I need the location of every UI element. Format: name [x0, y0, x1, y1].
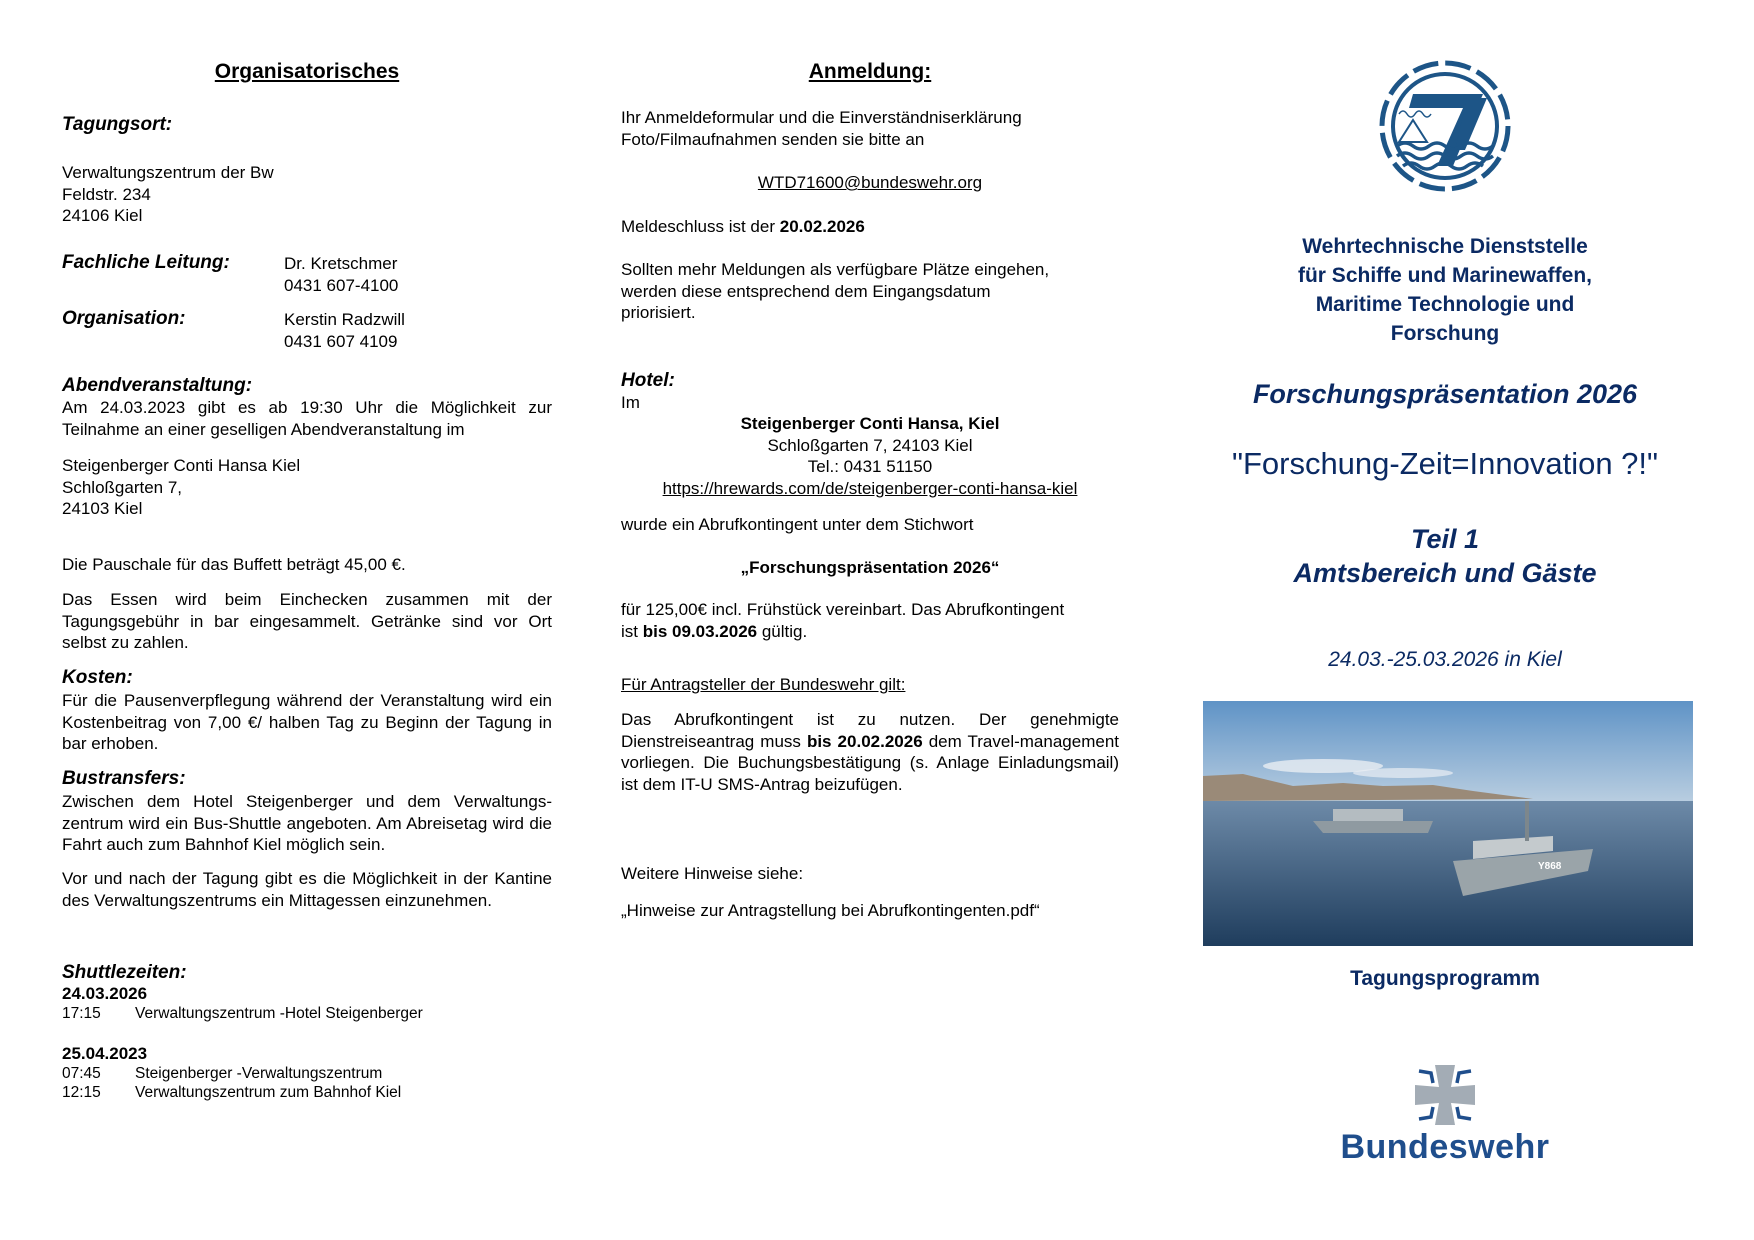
- event-title: Forschungspräsentation 2026: [1252, 379, 1638, 409]
- priority-line: priorisiert.: [621, 303, 696, 322]
- org-line: Wehrtechnische Dienststelle: [1302, 235, 1588, 258]
- program-label: Tagungsprogramm: [1350, 967, 1540, 990]
- shuttle-ride: [62, 1004, 542, 1023]
- contact-name: Kerstin Radzwill: [284, 310, 405, 329]
- kosten-text: Für die Pausenverpflegung während der Veranstaltung wird ein Kostenbeitrag von 7,00 €/ halben Tag zu Beginn der Tagung in bar erhoben.: [62, 691, 552, 753]
- organization-name: [1195, 232, 1695, 348]
- validity-suffix: gültig.: [757, 621, 808, 641]
- hotel-address: Schloßgarten 7, 24103 Kiel: [767, 435, 973, 455]
- email-link[interactable]: WTD71600@bundeswehr.org: [757, 173, 983, 192]
- wtd71-logo-icon: [1375, 56, 1515, 196]
- priority-line: Sollten mehr Meldungen als verfügbare Plätze eingehen,: [621, 260, 1050, 279]
- antragsteller-text: [621, 709, 1119, 795]
- validity-prefix: ist: [621, 621, 643, 641]
- kosten-label: Kosten:: [62, 667, 133, 688]
- anmeldung-intro: [621, 107, 1022, 150]
- validity-date: bis 09.03.2026: [642, 621, 758, 641]
- address-line: Verwaltungszentrum der Bw: [62, 163, 274, 182]
- venue-line: 24103 Kiel: [62, 499, 143, 518]
- svg-text:Y868: Y868: [1538, 861, 1562, 872]
- hotel-name: Steigenberger Conti Hansa, Kiel: [740, 414, 1000, 433]
- contact-phone: 0431 607-4100: [284, 275, 399, 295]
- validity-line: [621, 621, 1119, 643]
- bustransfers-label: Bustransfers:: [62, 768, 186, 789]
- bustransfers-text: Zwischen dem Hotel Steigenberger und dem Verwaltungs-zentrum wird ein Bus-Shuttle angeboten. Am Abreisetag wird die Fahrt auch zum Bahnhof Kiel möglich sein.: [62, 792, 552, 854]
- bundeswehr-wordmark: Bundeswehr: [1340, 1128, 1550, 1166]
- shuttle-date: 25.04.2023: [62, 1044, 148, 1063]
- priority-line: werden diese entsprechend dem Eingangsdatum: [621, 281, 991, 301]
- stichwort: „Forschungspräsentation 2026“: [740, 558, 1000, 577]
- shuttle-ride: [62, 1083, 542, 1102]
- contact-phone: 0431 607 4109: [284, 331, 398, 351]
- address-line: 24106 Kiel: [62, 206, 143, 225]
- org-line: Maritime Technologie und: [1315, 293, 1575, 316]
- organisatorisches-heading: Organisatorisches: [214, 60, 400, 83]
- hotel-im: Im: [621, 393, 640, 412]
- shuttle-route: Verwaltungszentrum zum Bahnhof Kiel: [135, 1084, 402, 1101]
- shuttle-time: 12:15: [62, 1084, 101, 1101]
- abendveranstaltung-label: Abendveranstaltung:: [62, 375, 253, 396]
- event-part: [1195, 522, 1695, 590]
- antragsteller-deadline: bis 20.02.2026: [806, 731, 923, 751]
- anmeldung-heading: Anmeldung:: [808, 60, 932, 83]
- hotel-details: [621, 413, 1119, 499]
- audience-label: Amtsbereich und Gäste: [1293, 558, 1597, 588]
- ships-photo: [1203, 701, 1693, 946]
- event-dates: 24.03.-25.03.2026 in Kiel: [1328, 648, 1562, 671]
- deadline-date: 20.02.2026: [779, 217, 865, 236]
- price-text: [621, 599, 1119, 642]
- contact-name: Dr. Kretschmer: [284, 254, 398, 273]
- event-motto: "Forschung-Zeit=Innovation ?!": [1231, 446, 1659, 481]
- shuttle-label: Shuttlezeiten:: [62, 962, 187, 983]
- tagungsort-label: Tagungsort:: [62, 114, 173, 135]
- tagungsort-address: [62, 162, 274, 227]
- organisation-label: Organisation:: [62, 308, 186, 329]
- price-line: für 125,00€ incl. Frühstück vereinbart. Das Abrufkontingent: [621, 600, 1065, 619]
- iron-cross-icon: [1415, 1065, 1475, 1125]
- shuttle-time: 17:15: [62, 1005, 101, 1022]
- deadline-prefix: Meldeschluss ist der: [621, 217, 780, 236]
- deadline-line: [621, 216, 865, 238]
- hotel-phone: Tel.: 0431 51150: [807, 457, 933, 476]
- address-line: Feldstr. 234: [62, 184, 151, 204]
- organisation-contact: [284, 309, 405, 352]
- shuttle-route: Verwaltungszentrum -Hotel Steigenberger: [135, 1005, 423, 1022]
- hotel-url-link[interactable]: https://hrewards.com/de/steigenberger-conti-hansa-kiel: [662, 478, 1078, 498]
- org-line: für Schiffe und Marinewaffen,: [1297, 264, 1593, 287]
- kantine-text: Vor und nach der Tagung gibt es die Möglichkeit in der Kantine des Verwaltungszentrums ein Mittagessen einzunehmen.: [62, 869, 552, 910]
- fachliche-leitung-contact: [284, 253, 398, 296]
- abendveranstaltung-venue: [62, 455, 300, 520]
- intro-line: Foto/Filmaufnahmen senden sie bitte an: [621, 129, 925, 149]
- shuttle-ride: [62, 1064, 542, 1083]
- antragsteller-text-b: dem Travel-management vorliegen. Die Buchungsbestätigung (s. Anlage Einladungsmail) ist dem IT-U SMS-Antrag beizufügen.: [621, 731, 1119, 794]
- priority-note: [621, 259, 1049, 324]
- org-line: Forschung: [1390, 322, 1500, 345]
- hotel-label: Hotel:: [621, 370, 675, 391]
- shuttle-route: Steigenberger -Verwaltungszentrum: [135, 1065, 383, 1082]
- abendveranstaltung-text: Am 24.03.2023 gibt es ab 19:30 Uhr die Möglichkeit zur Teilnahme an einer geselligen Abendveranstaltung im: [62, 398, 552, 439]
- hinweise-file: „Hinweise zur Antragstellung bei Abrufkontingenten.pdf“: [621, 901, 1040, 920]
- hinweise-label: Weitere Hinweise siehe:: [621, 864, 804, 883]
- shuttle-date: 24.03.2026: [62, 984, 148, 1003]
- antragsteller-label: Für Antragsteller der Bundeswehr gilt:: [621, 675, 906, 694]
- payment-note: Das Essen wird beim Einchecken zusammen mit der Tagungsgebühr in bar eingesammelt. Getränke sind vor Ort selbst zu zahlen.: [62, 590, 552, 652]
- part-label: Teil 1: [1410, 524, 1480, 554]
- fachliche-leitung-label: Fachliche Leitung:: [62, 252, 230, 273]
- venue-line: Schloßgarten 7,: [62, 477, 183, 497]
- kontingent-text: wurde ein Abrufkontingent unter dem Stichwort: [621, 515, 974, 534]
- intro-line: Ihr Anmeldeformular und die Einverständniserklärung: [621, 108, 1022, 127]
- shuttle-time: 07:45: [62, 1065, 101, 1082]
- buffet-price: Die Pauschale für das Buffett beträgt 45,00 €.: [62, 555, 406, 574]
- antragsteller-text-a: Das Abrufkontingent ist zu nutzen. Der genehmigte Dienstreiseantrag muss: [621, 710, 1119, 751]
- venue-line: Steigenberger Conti Hansa Kiel: [62, 456, 301, 475]
